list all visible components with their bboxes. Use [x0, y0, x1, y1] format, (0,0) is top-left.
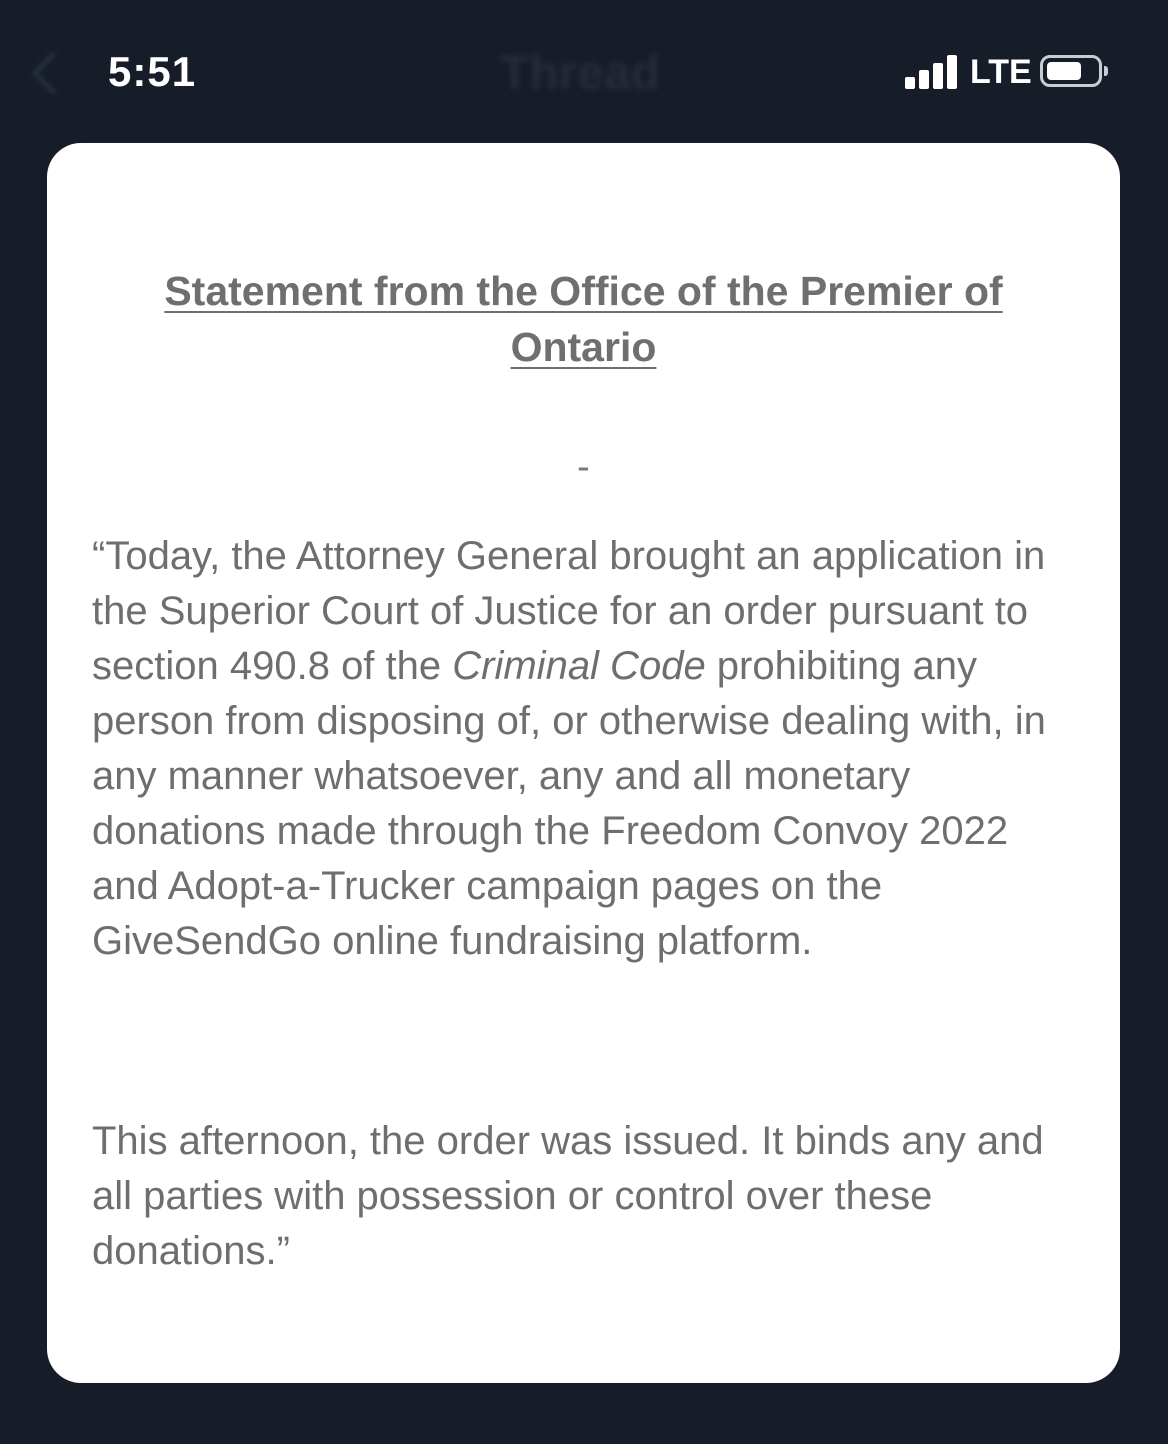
statement-title: Statement from the Office of the Premier of Ontario	[164, 268, 1003, 370]
paragraph-1-text-start: “Today, the Attorney General brought an application in the Superior Court of Justice for an order pursuant to section 490.8 of the	[92, 534, 1046, 688]
statement-paragraph-1	[92, 529, 1075, 969]
criminal-code-italic: Criminal Code	[452, 644, 706, 688]
cellular-signal-icon	[905, 55, 959, 89]
status-bar	[0, 0, 1168, 140]
network-type-label: LTE	[970, 53, 1032, 91]
statement-image-card[interactable]	[47, 143, 1120, 1383]
statement-paragraph-2: This afternoon, the order was issued. It binds any and all parties with possession or control over these donations.”	[92, 1119, 1044, 1273]
status-time: 5:51	[108, 48, 197, 95]
paragraph-1-text-end: prohibiting any person from disposing of, or otherwise dealing with, in any manner whatsoever, any and all monetary donations made through the Freedom Convoy 2022 and Adopt-a-Trucker campaign pages on the GiveSendGo online fundraising platform.	[92, 644, 1046, 963]
separator-dash: -	[577, 446, 590, 488]
battery-icon	[1040, 55, 1102, 87]
nav-title: Thread	[500, 47, 661, 100]
